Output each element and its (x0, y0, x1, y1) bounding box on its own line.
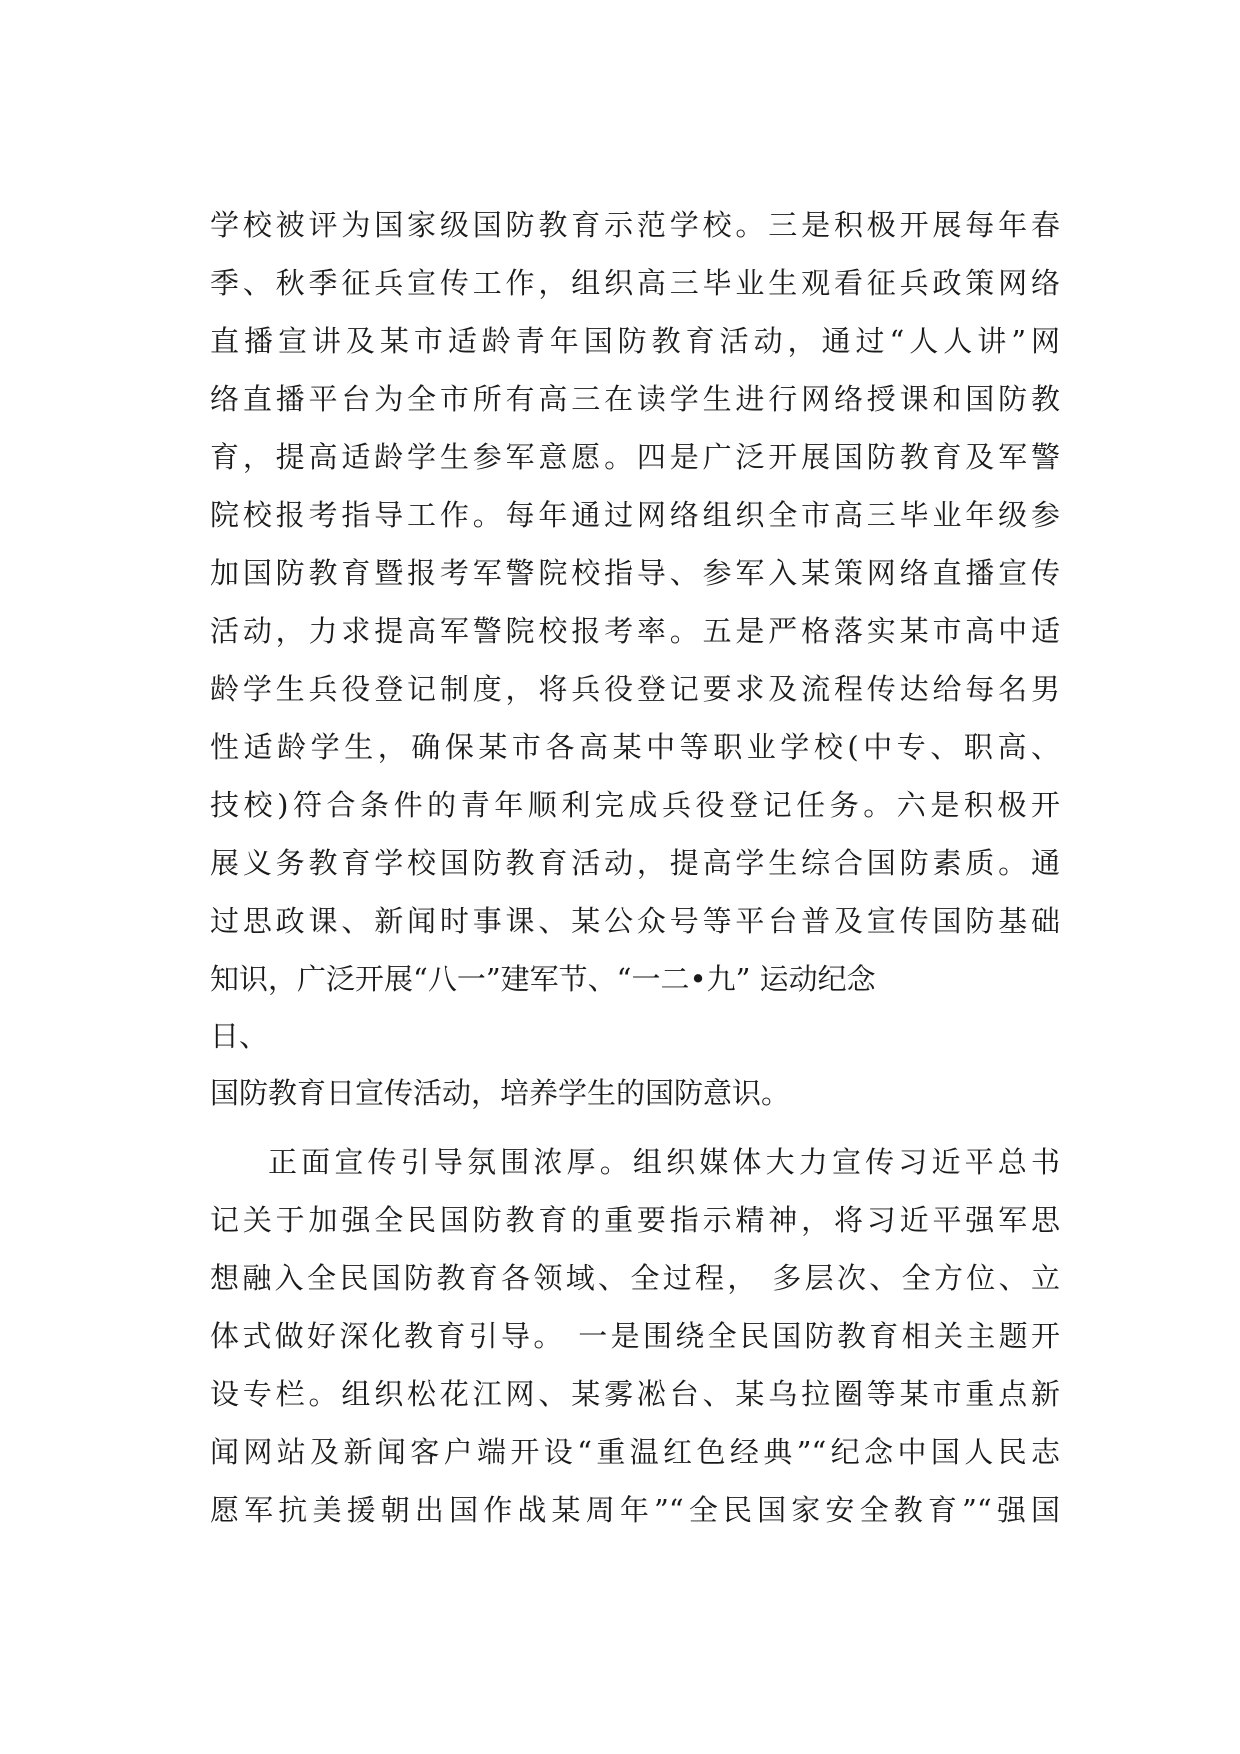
body-text-line: 知识，广泛开展“八一”建军节、“一二•九” 运动纪念 (210, 962, 876, 996)
body-text-line: 直播宣讲及某市适龄青年国防教育活动，通过“人人讲”网 (210, 324, 1060, 358)
body-text-line: 技校)符合条件的青年顺利完成兵役登记任务。六是积极开 (210, 788, 1060, 822)
paragraph-first-line: 正面宣传引导氛围浓厚。组织媒体大力宣传习近平总书 (268, 1145, 1060, 1179)
body-text-line: 活动，力求提高军警院校报考率。五是严格落实某市高中适 (210, 614, 1060, 648)
body-text-line: 育，提高适龄学生参军意愿。四是广泛开展国防教育及军警 (210, 440, 1060, 474)
body-text-line: 展义务教育学校国防教育活动，提高学生综合国防素质。通 (210, 846, 1060, 880)
body-text-line: 加国防教育暨报考军警院校指导、参军入某策网络直播宣传 (210, 556, 1060, 590)
body-text-line: 龄学生兵役登记制度，将兵役登记要求及流程传达给每名男 (210, 672, 1060, 706)
body-text-line: 闻网站及新闻客户端开设“重温红色经典”“纪念中国人民志 (210, 1435, 1060, 1469)
body-text-line: 院校报考指导工作。每年通过网络组织全市高三毕业年级参 (210, 498, 1060, 532)
body-text-line: 络直播平台为全市所有高三在读学生进行网络授课和国防教 (210, 382, 1060, 416)
body-text-line: 过思政课、新闻时事课、某公众号等平台普及宣传国防基础 (210, 904, 1060, 938)
body-text-line: 记关于加强全民国防教育的重要指示精神，将习近平强军思 (210, 1203, 1060, 1237)
body-text-line: 设专栏。组织松花江网、某雾凇台、某乌拉圈等某市重点新 (210, 1377, 1060, 1411)
body-text-line: 想融入全民国防教育各领域、全过程， 多层次、全方位、立 (210, 1261, 1060, 1295)
body-text-line: 体式做好深化教育引导。 一是围绕全民国防教育相关主题开 (210, 1319, 1060, 1353)
body-text-line: 性适龄学生，确保某市各高某中等职业学校(中专、职高、 (210, 730, 1060, 764)
body-text-line: 季、秋季征兵宣传工作，组织高三毕业生观看征兵政策网络 (210, 266, 1060, 300)
body-text-line: 国防教育日宣传活动，培养学生的国防意识。 (210, 1076, 791, 1110)
body-text-line: 愿军抗美援朝出国作战某周年”“全民国家安全教育”“强国 (210, 1493, 1060, 1527)
body-text-line: 学校被评为国家级国防教育示范学校。三是积极开展每年春 (210, 208, 1060, 242)
body-text-line: 日、 (210, 1019, 269, 1053)
